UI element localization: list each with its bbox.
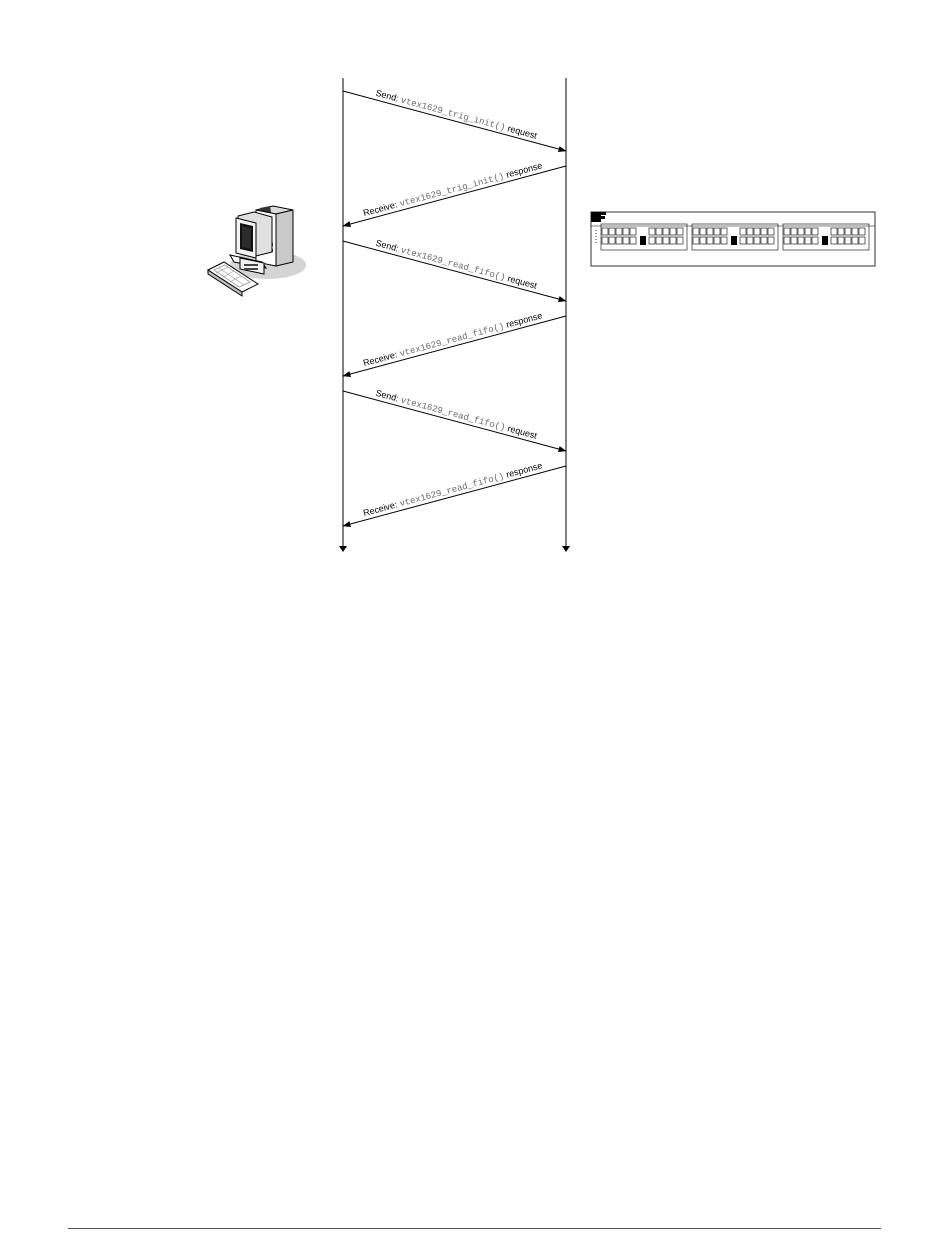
chassis-port: [616, 237, 622, 244]
chassis-port: [707, 228, 713, 235]
chassis-port: [714, 228, 720, 235]
message-kind: request: [504, 272, 539, 291]
chassis-port: [812, 228, 818, 235]
host-lifeline-arrow: [339, 546, 347, 552]
message-function: vtex1629_trig_init(): [398, 171, 506, 210]
message-label: [362, 460, 544, 519]
chassis-port: [714, 237, 720, 244]
instrument-lifeline-arrow: [562, 546, 570, 552]
chassis-port: [798, 237, 804, 244]
chassis-port: [602, 228, 608, 235]
chassis-port: [649, 237, 655, 244]
chassis-port: [721, 237, 727, 244]
chassis-port: [805, 237, 811, 244]
chassis-port: [768, 228, 774, 235]
chassis-port: [649, 228, 655, 235]
message-function: vtex1629_read_fifo(): [398, 321, 506, 360]
chassis-port: [707, 237, 713, 244]
message-function: vtex1629_read_fifo(): [398, 471, 506, 510]
chassis-port: [700, 228, 706, 235]
chassis-module-latch: [822, 236, 828, 245]
chassis-module-latch: [640, 236, 646, 245]
chassis-port: [845, 237, 851, 244]
message-kind: response: [502, 460, 544, 481]
chassis-port: [747, 237, 753, 244]
chassis-port: [852, 228, 858, 235]
message-function: vtex1629_trig_init(): [399, 95, 507, 134]
message-label: [362, 310, 544, 369]
chassis-port: [677, 228, 683, 235]
chassis-port: [693, 228, 699, 235]
sequence-diagram: [0, 0, 950, 600]
chassis-port: [754, 237, 760, 244]
chassis-port: [754, 228, 760, 235]
chassis-port: [831, 228, 837, 235]
message-arrow: [343, 241, 566, 301]
chassis-port: [798, 228, 804, 235]
chassis-port: [721, 228, 727, 235]
chassis-port: [768, 237, 774, 244]
message-verb: Receive:: [362, 348, 401, 369]
message-verb: Send:: [374, 87, 403, 105]
message-label: [374, 388, 538, 442]
chassis-port: [812, 237, 818, 244]
message-verb: Receive:: [362, 198, 401, 219]
chassis-port: [805, 228, 811, 235]
chassis-port: [784, 228, 790, 235]
message-kind: request: [504, 122, 539, 141]
message-kind: response: [502, 160, 544, 181]
chassis-port: [700, 237, 706, 244]
chassis-port: [693, 237, 699, 244]
message-verb: Send:: [374, 387, 403, 405]
chassis-port: [670, 228, 676, 235]
chassis-port: [630, 228, 636, 235]
chassis-port: [859, 237, 865, 244]
message-verb: Send:: [374, 237, 403, 255]
message-arrow: [343, 91, 566, 151]
chassis-port: [609, 237, 615, 244]
chassis-port: [609, 228, 615, 235]
chassis-port: [663, 228, 669, 235]
chassis-port: [761, 228, 767, 235]
chassis-port: [663, 237, 669, 244]
chassis-port: [670, 237, 676, 244]
chassis-port: [761, 237, 767, 244]
message-group: [343, 88, 566, 526]
message-label: [374, 88, 538, 142]
footer-rule: [68, 1228, 881, 1229]
chassis-port: [859, 228, 865, 235]
chassis-port: [623, 228, 629, 235]
chassis-port: [838, 228, 844, 235]
chassis-port: [791, 237, 797, 244]
chassis-port: [616, 228, 622, 235]
chassis-module-latch: [731, 236, 737, 245]
chassis-port: [838, 237, 844, 244]
chassis-port: [740, 237, 746, 244]
chassis-port: [677, 237, 683, 244]
message-verb: Receive:: [362, 498, 401, 519]
message-kind: request: [504, 422, 539, 441]
chassis-port: [747, 228, 753, 235]
chassis-port: [656, 237, 662, 244]
message-function: vtex1629_read_fifo(): [399, 245, 507, 284]
chassis-port: [623, 237, 629, 244]
message-arrow: [343, 391, 566, 451]
chassis-port: [602, 237, 608, 244]
chassis-port: [784, 237, 790, 244]
message-label: [374, 238, 538, 292]
chassis-port: [791, 228, 797, 235]
message-label: [362, 160, 544, 219]
message-arrow: [343, 166, 566, 226]
chassis-port: [845, 228, 851, 235]
message-kind: response: [502, 310, 544, 331]
chassis-port: [630, 237, 636, 244]
chassis-port: [740, 228, 746, 235]
instrument-chassis-icon: [591, 212, 875, 266]
desktop-computer-icon: [208, 206, 306, 296]
chassis-port: [656, 228, 662, 235]
message-arrow: [343, 466, 566, 526]
message-function: vtex1629_read_fifo(): [399, 395, 507, 434]
chassis-port: [831, 237, 837, 244]
message-arrow: [343, 316, 566, 376]
chassis-port: [852, 237, 858, 244]
